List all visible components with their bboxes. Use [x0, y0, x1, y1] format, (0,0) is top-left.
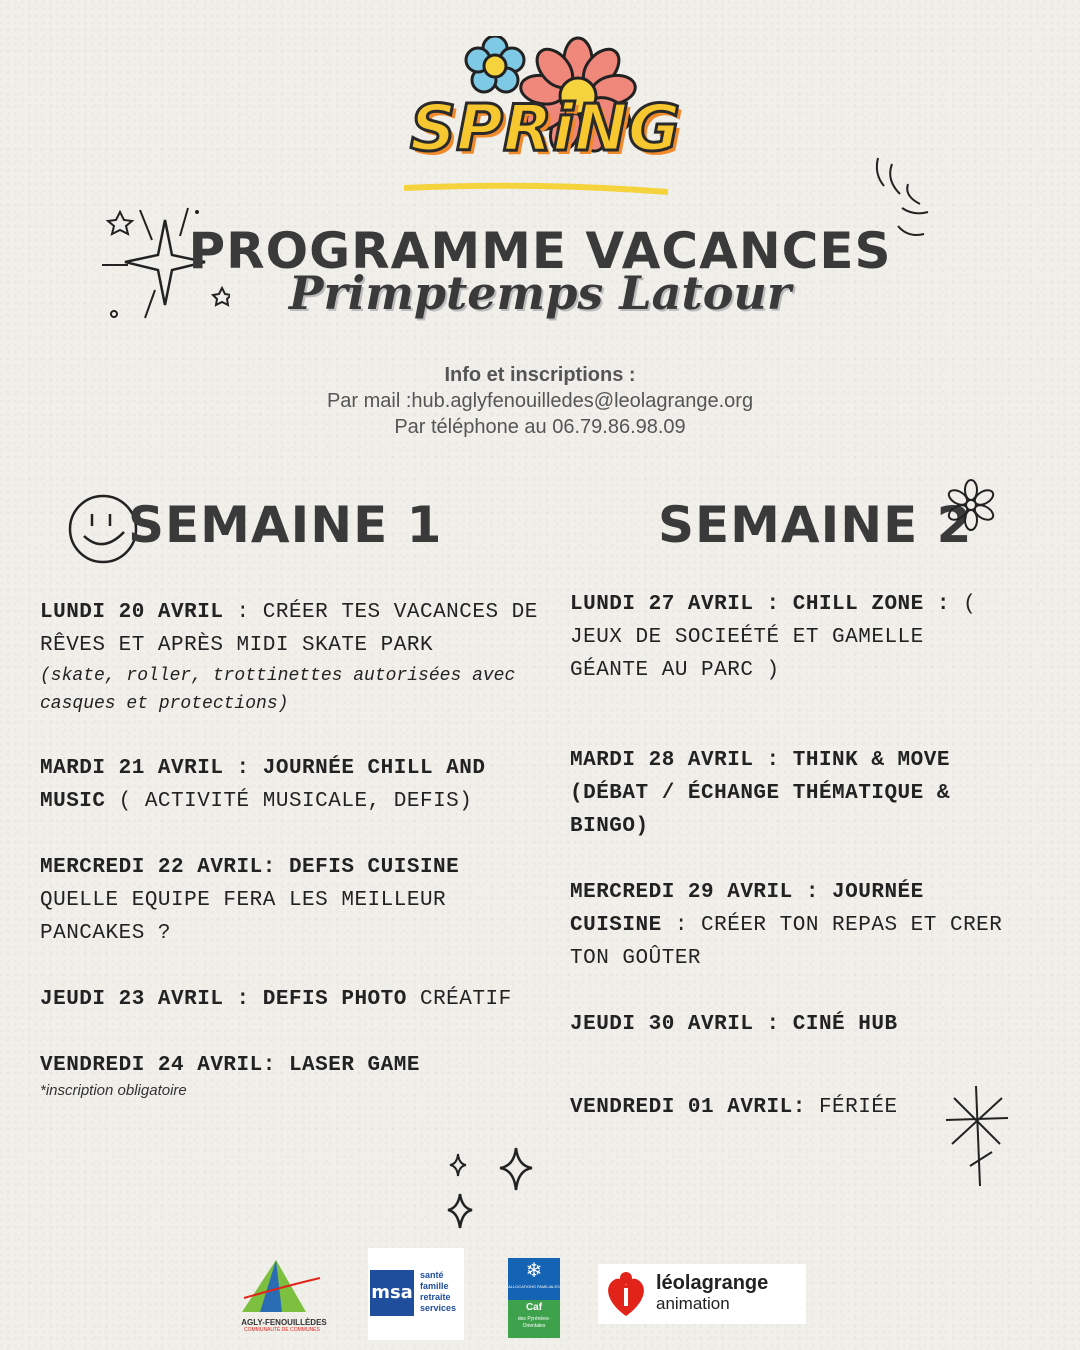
- leo-heart-icon: [604, 1270, 648, 1318]
- page-title: PROGRAMME VACANCES: [188, 222, 892, 280]
- page-subtitle: Primptemps Latour: [288, 266, 792, 320]
- agly-name: AGLY-FENOUILLÈDES: [241, 1318, 327, 1327]
- msa-logo: [368, 1248, 464, 1340]
- msa-mark: msa: [370, 1270, 414, 1316]
- week1-day-1: LUNDI 20 AVRIL : CRÉER TES VACANCES DE RÊVES ET APRÈS MIDI SKATE PARK: [40, 601, 538, 657]
- week1-list: [40, 596, 540, 1099]
- week1-day-1-note: (skate, roller, trottinettes autorisées avec casques et protections): [40, 666, 516, 714]
- leo-line1: léolagrange: [656, 1272, 769, 1294]
- week1-day-5: VENDREDI 24 AVRIL: LASER GAME: [40, 1054, 420, 1077]
- msa-lines: santé famille retraite services: [420, 1270, 457, 1313]
- leo-lagrange-logo: [598, 1264, 806, 1324]
- week1-title: SEMAINE 1: [128, 496, 443, 554]
- week2-day-1: LUNDI 27 AVRIL : CHILL ZONE : ( JEUX DE SOCIEÉTÉ ET GAMELLE GÉANTE AU PARC ): [570, 593, 977, 682]
- sparkles-icon: [440, 1140, 540, 1232]
- info-heading: Info et inscriptions :: [444, 364, 636, 386]
- week2-day-4: JEUDI 30 AVRIL : CINÉ HUB: [570, 1013, 898, 1036]
- spring-logo-text: SPRiNG: [410, 92, 681, 166]
- week2-title: SEMAINE 2: [658, 496, 973, 554]
- week2-day-2: MARDI 28 AVRIL : THINK & MOVE (DÉBAT / ÉCHANGE THÉMATIQUE & BINGO): [570, 749, 950, 838]
- week1-day-2: MARDI 21 AVRIL : JOURNÉE CHILL AND MUSIC ( ACTIVITÉ MUSICALE, DEFIS): [40, 757, 486, 813]
- agly-logo: [236, 1256, 332, 1333]
- spring-logo: [400, 36, 681, 206]
- info-block: [0, 362, 1080, 440]
- footnote: *inscription obligatoire: [40, 1082, 187, 1099]
- week2-list: [570, 588, 1010, 1124]
- snowflake-icon: ❄: [525, 1260, 543, 1282]
- daisy-icon: [944, 478, 998, 532]
- info-phone: Par téléphone au 06.79.86.98.09: [394, 416, 686, 438]
- info-mail[interactable]: Par mail :hub.aglyfenouilledes@leolagrange.org: [326, 390, 754, 412]
- agly-sub: COMMUNAUTÉ DE COMMUNES: [244, 1327, 320, 1333]
- week1-day-4: JEUDI 23 AVRIL : DEFIS PHOTO CRÉATIF: [40, 988, 512, 1011]
- leo-line2: animation: [656, 1294, 730, 1313]
- week2-day-3: MERCREDI 29 AVRIL : JOURNÉE CUISINE : CRÉER TON REPAS ET CRER TON GOÛTER: [570, 881, 1003, 970]
- week2-day-5: VENDREDI 01 AVRIL: FÉRIÉE: [570, 1096, 898, 1119]
- starburst-icon: [940, 1082, 1012, 1190]
- agly-triangle-icon: [236, 1256, 332, 1314]
- caf-logo: ❄ ALLOCATIONS FAMILIALES Caf des Pyrénées-Orientales: [508, 1258, 560, 1338]
- week1-day-3: MERCREDI 22 AVRIL: DEFIS CUISINE QUELLE EQUIPE FERA LES MEILLEUR PANCAKES ?: [40, 856, 460, 945]
